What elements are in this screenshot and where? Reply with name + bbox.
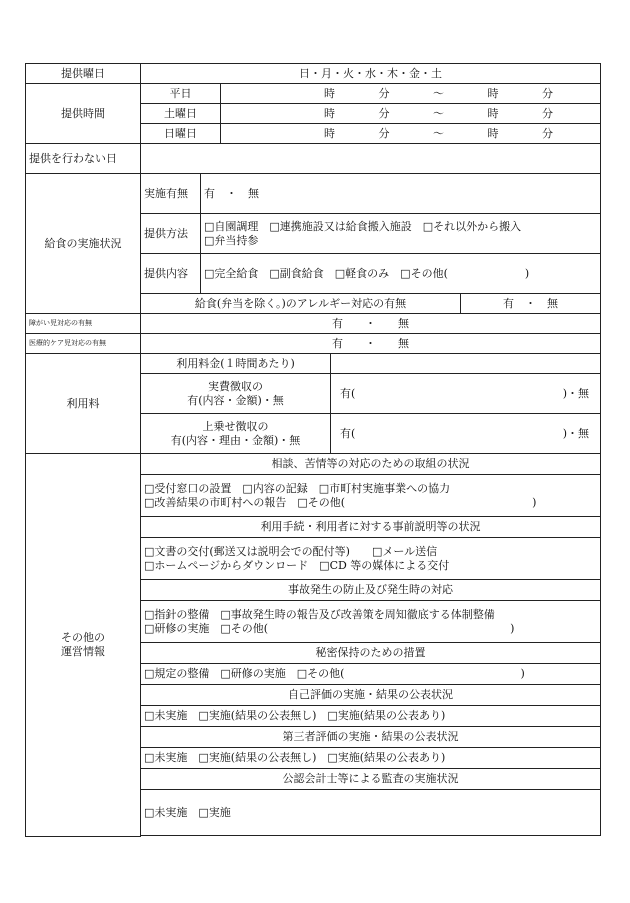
meal-impl-label: 実施有無 — [141, 174, 201, 214]
fee-actual-open: 有( — [340, 386, 356, 400]
fee-actual-label-line1: 実費徴収の — [208, 379, 263, 393]
hour-unit: 時 — [324, 86, 335, 100]
hours-day-saturday: 土曜日 — [141, 104, 221, 124]
hour-unit: 時 — [487, 126, 499, 140]
ops-line: □受付窓口の設置 □内容の記録 □市町村実施事業への協力 — [144, 481, 451, 495]
ops-body — [141, 475, 601, 517]
hours-label: 提供時間 — [26, 84, 141, 144]
disability-value: 有 ・ 無 — [141, 314, 601, 334]
medical-label: 医療的ケア児対応の有無 — [26, 334, 141, 354]
fee-extra-open: 有( — [340, 426, 356, 440]
closed-label: 提供を行わない日 — [26, 144, 141, 174]
days-label: 提供曜日 — [26, 64, 141, 84]
ops-line: □研修の実施 □その他( ) — [144, 621, 515, 635]
medical-value: 有 ・ 無 — [141, 334, 601, 354]
ops-label-line2: 運営情報 — [61, 644, 105, 658]
meal-allergy-label: 給食(弁当を除く。)のアレルギー対応の有無 — [141, 294, 461, 314]
meal-method-line1: □自園調理 □連携施設又は給食搬入施設 □それ以外から搬入 — [204, 219, 522, 233]
ops-line: □未実施 □実施 — [144, 805, 231, 819]
fee-extra-label-line1: 上乗せ徴収の — [202, 419, 269, 433]
hours-row-weekday — [26, 84, 601, 104]
ops-body — [141, 706, 601, 727]
ops-line: □文書の交付(郵送又は説明会での配付等) □メール送信 — [144, 544, 438, 558]
ops-line: □未実施 □実施(結果の公表無し) □実施(結果の公表あり) — [144, 709, 446, 723]
fee-hourly-row — [26, 354, 601, 374]
ops-heading: 自己評価の実施・結果の公表状況 — [141, 685, 601, 706]
ops-line: □規定の整備 □研修の実施 □その他( ) — [144, 667, 525, 681]
fee-hourly-value — [331, 354, 601, 374]
meal-method-line2: □弁当持参 — [204, 233, 259, 247]
fee-actual-label-line2: 有(内容・金額)・無 — [187, 393, 284, 407]
meal-content-value: □完全給食 □副食給食 □軽食のみ □その他( ) — [201, 254, 601, 294]
tilde: ～ — [433, 86, 444, 100]
days-row — [26, 64, 601, 84]
closed-value — [141, 144, 601, 174]
fee-actual-close: )・無 — [562, 386, 589, 400]
hour-unit: 時 — [487, 86, 499, 100]
tilde: ～ — [433, 106, 444, 120]
tilde: ～ — [433, 126, 444, 140]
minute-unit: 分 — [378, 86, 390, 100]
closed-row — [26, 144, 601, 174]
meal-method-value — [201, 214, 601, 254]
hour-unit: 時 — [487, 106, 499, 120]
meal-content-label: 提供内容 — [141, 254, 201, 294]
meal-impl-row — [26, 174, 601, 214]
ops-line: □未実施 □実施(結果の公表無し) □実施(結果の公表あり) — [144, 751, 446, 765]
meal-label: 給食の実施状況 — [26, 174, 141, 314]
disability-row — [26, 314, 601, 334]
fee-extra-value — [331, 414, 601, 454]
minute-unit: 分 — [378, 106, 390, 120]
ops-body — [141, 748, 601, 769]
ops-heading-row-0 — [26, 454, 601, 475]
hours-time-weekday — [221, 84, 601, 104]
ops-heading: 第三者評価の実施・結果の公表状況 — [141, 727, 601, 748]
ops-heading: 秘密保持のための措置 — [141, 643, 601, 664]
fee-actual-value — [331, 374, 601, 414]
ops-heading: 公認会計士等による監査の実施状況 — [141, 769, 601, 790]
hour-unit: 時 — [324, 106, 335, 120]
ops-body — [141, 664, 601, 685]
minute-unit: 分 — [378, 126, 390, 140]
minute-unit: 分 — [542, 86, 553, 100]
fee-extra-label — [141, 414, 331, 454]
fee-extra-label-line2: 有(内容・理由・金額)・無 — [170, 433, 301, 447]
ops-body — [141, 790, 601, 836]
days-value: 日・月・火・水・木・金・土 — [141, 64, 601, 84]
fee-extra-close: )・無 — [562, 426, 589, 440]
ops-heading: 利用手続・利用者に対する事前説明等の状況 — [141, 517, 601, 538]
meal-allergy-value: 有 ・ 無 — [461, 294, 601, 314]
hours-time-sunday — [221, 124, 601, 144]
ops-heading: 相談、苦情等の対応のための取組の状況 — [141, 454, 601, 475]
ops-label — [26, 454, 141, 837]
ops-body — [141, 538, 601, 580]
ops-line: □指針の整備 □事故発生時の報告及び改善策を周知徹底する体制整備 — [144, 607, 495, 621]
hour-unit: 時 — [324, 126, 335, 140]
hours-time-saturday — [221, 104, 601, 124]
hours-day-sunday: 日曜日 — [141, 124, 221, 144]
fee-label: 利用料 — [26, 354, 141, 454]
hours-day-weekday: 平日 — [141, 84, 221, 104]
minute-unit: 分 — [542, 106, 553, 120]
medical-row — [26, 334, 601, 354]
ops-body — [141, 601, 601, 643]
minute-unit: 分 — [542, 126, 553, 140]
ops-line: □ホームページからダウンロード □CD 等の媒体による交付 — [144, 558, 450, 572]
meal-method-label: 提供方法 — [141, 214, 201, 254]
service-info-form — [25, 63, 601, 837]
fee-hourly-label: 利用料金(１時間あたり) — [141, 354, 331, 374]
fee-actual-label — [141, 374, 331, 414]
ops-label-line1: その他の — [61, 631, 105, 644]
meal-impl-value: 有 ・ 無 — [201, 174, 601, 214]
ops-line: □改善結果の市町村への報告 □その他( ) — [144, 495, 537, 509]
ops-heading: 事故発生の防止及び発生時の対応 — [141, 580, 601, 601]
disability-label: 障がい児対応の有無 — [26, 314, 141, 334]
